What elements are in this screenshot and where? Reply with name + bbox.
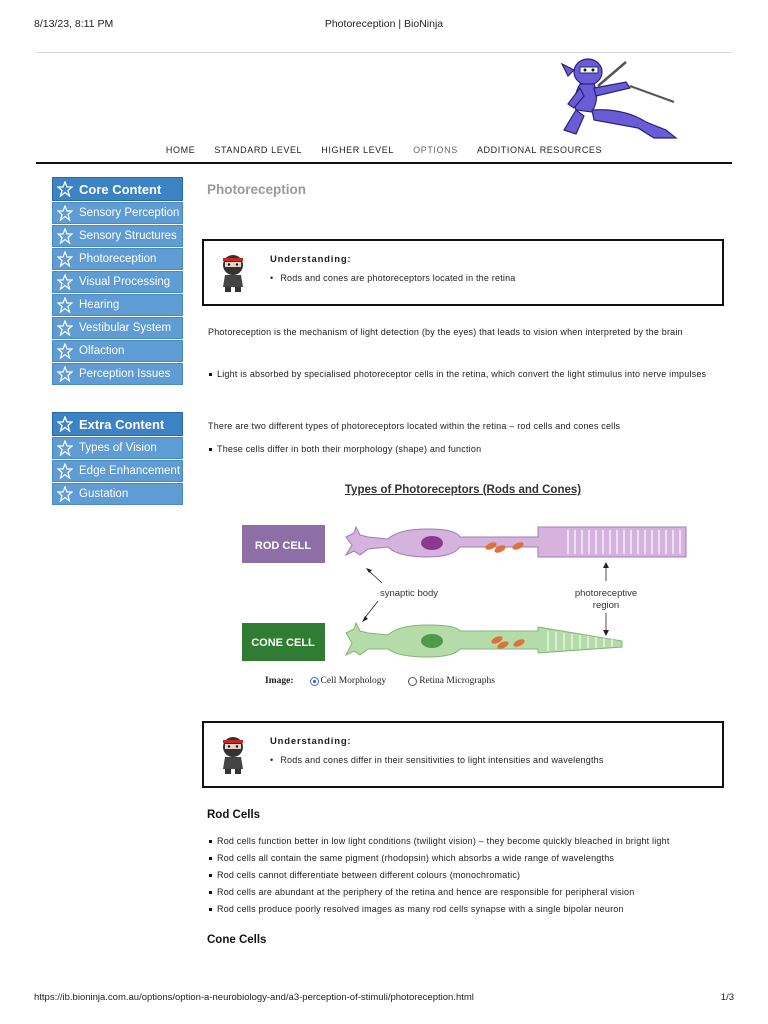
nav-divider — [36, 162, 732, 164]
understanding-text: • Rods and cones differ in their sensitivities to light intensities and wavelengths — [270, 755, 604, 765]
sidebar-core-header[interactable] — [52, 177, 183, 201]
print-datetime: 8/13/23, 8:11 PM — [34, 18, 114, 30]
sidebar-item-types-of-vision[interactable] — [52, 437, 183, 459]
nav-additional-resources[interactable]: ADDITIONAL RESOURCES — [476, 145, 603, 155]
sidebar-item-photoreception[interactable] — [52, 248, 183, 270]
understanding-box — [202, 239, 724, 306]
sidebar-item-label: Gustation — [79, 488, 129, 500]
nav-higher-level[interactable]: HIGHER LEVEL — [321, 145, 394, 155]
sidebar-item-vestibular-system[interactable] — [52, 317, 183, 339]
photoreceptive-label: photoreceptive — [574, 588, 638, 599]
bullet-item: Light is absorbed by specialised photoreceptor cells in the retina, which convert the light stimulus into nerve impulses — [217, 366, 713, 383]
radio-icon — [408, 677, 417, 686]
star-icon — [57, 440, 73, 456]
rod-bullet: Rod cells cannot differentiate between different colours (monochromatic) — [217, 867, 713, 884]
radio-cell-morphology[interactable] — [310, 676, 387, 686]
star-icon — [57, 366, 73, 382]
cone-label: CONE CELL — [251, 637, 315, 649]
sidebar-item-visual-processing[interactable] — [52, 271, 183, 293]
star-icon — [57, 416, 73, 432]
star-icon — [57, 181, 73, 197]
star-icon — [57, 274, 73, 290]
sidebar-core-content — [52, 177, 183, 386]
sidebar-item-sensory-perception[interactable] — [52, 202, 183, 224]
sidebar-item-label: Olfaction — [79, 345, 125, 357]
star-icon — [57, 297, 73, 313]
nav-standard-level[interactable]: STANDARD LEVEL — [214, 145, 303, 155]
star-icon — [57, 463, 73, 479]
understanding-heading: Understanding: — [270, 254, 352, 265]
sidebar-item-label: Visual Processing — [79, 276, 171, 288]
types-paragraph: There are two different types of photoreceptors located within the retina – rod cells and cones cells — [208, 421, 621, 431]
understanding-text: • Rods and cones are photoreceptors located in the retina — [270, 273, 516, 283]
star-icon — [57, 228, 73, 244]
sidebar-item-label: Types of Vision — [79, 442, 157, 454]
radio-retina-micrographs[interactable] — [408, 676, 495, 686]
region-label: region — [592, 600, 620, 611]
synaptic-label: synaptic body — [379, 588, 439, 599]
rod-cells-heading: Rod Cells — [207, 809, 261, 821]
sidebar-item-hearing[interactable] — [52, 294, 183, 316]
sidebar-extra-header[interactable] — [52, 412, 183, 436]
page-number: 1/3 — [720, 992, 734, 1003]
radio-icon — [310, 677, 319, 686]
rod-bullet: Rod cells all contain the same pigment (rhodopsin) which absorbs a wide range of wavelengths — [217, 850, 713, 867]
print-header — [34, 18, 734, 32]
ninja-avatar-icon — [218, 253, 248, 293]
rod-bullet: Rod cells function better in low light conditions (twilight vision) – they become quickly bleached in bright light — [217, 833, 713, 850]
print-footer — [34, 992, 734, 1006]
star-icon — [57, 343, 73, 359]
sidebar-item-label: Hearing — [79, 299, 120, 311]
figure-title: Types of Photoreceptors (Rods and Cones) — [344, 484, 582, 496]
sidebar-item-edge-enhancement[interactable] — [52, 460, 183, 482]
print-page-title: Photoreception | BioNinja — [324, 18, 444, 30]
sidebar-core-title: Core Content — [79, 181, 162, 197]
rod-bullet: Rod cells produce poorly resolved images as many rod cells synapse with a single bipolar neuron — [217, 901, 713, 918]
ninja-avatar-icon — [218, 735, 248, 775]
sidebar-item-sensory-structures[interactable] — [52, 225, 183, 247]
rod-cell — [346, 527, 686, 557]
star-icon — [57, 251, 73, 267]
understanding-box — [202, 721, 724, 788]
rod-bullet: Rod cells are abundant at the periphery of the retina and hence are responsible for peripheral vision — [217, 884, 713, 901]
rod-label: ROD CELL — [254, 540, 312, 552]
nav-options[interactable]: OPTIONS — [413, 145, 458, 155]
main-nav — [0, 145, 768, 157]
cone-cells-heading: Cone Cells — [207, 934, 267, 946]
sidebar-item-label: Sensory Perception — [79, 207, 180, 219]
star-icon — [57, 205, 73, 221]
sidebar-item-label: Vestibular System — [79, 322, 172, 334]
star-icon — [57, 320, 73, 336]
understanding-heading: Understanding: — [270, 736, 352, 747]
sidebar-item-label: Perception Issues — [79, 368, 171, 380]
page-url: https://ib.bioninja.com.au/options/option-a-neurobiology-and/a3-perception-of-stimuli/photoreception.html — [34, 992, 474, 1003]
sidebar-item-label: Sensory Structures — [79, 230, 177, 242]
image-toggle-label: Image: — [265, 676, 294, 686]
sidebar-item-label: Photoreception — [79, 253, 157, 265]
sidebar-item-olfaction[interactable] — [52, 340, 183, 362]
bullet-item: These cells differ in both their morphology (shape) and function — [217, 441, 713, 458]
intro-paragraph: Photoreception is the mechanism of light detection (by the eyes) that leads to vision when interpreted by the brain — [208, 327, 683, 337]
nav-home[interactable]: HOME — [165, 145, 196, 155]
radio-label: Cell Morphology — [320, 676, 387, 686]
page-title: Photoreception — [207, 182, 307, 197]
radio-label: Retina Micrographs — [419, 676, 495, 686]
image-toggle — [265, 676, 517, 686]
ninja-mascot-icon[interactable] — [554, 52, 688, 140]
photoreceptor-diagram — [238, 515, 690, 665]
sidebar-item-label: Edge Enhancement — [79, 465, 181, 477]
sidebar-extra-title: Extra Content — [79, 416, 165, 432]
sidebar-item-perception-issues[interactable] — [52, 363, 183, 385]
cone-cell — [346, 623, 622, 657]
